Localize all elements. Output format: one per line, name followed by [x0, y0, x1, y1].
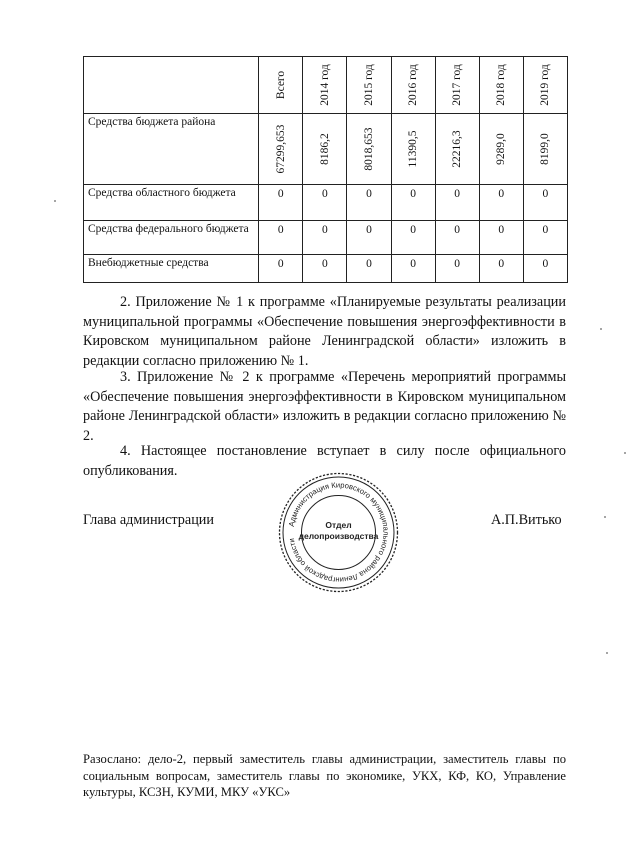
value-cell — [523, 114, 567, 185]
table-row — [84, 185, 568, 221]
cell-value: 0 — [347, 221, 391, 255]
header-cell — [435, 57, 479, 114]
value-cell — [435, 114, 479, 185]
stamp-ring-textpath: Администрация Кировского муниципального района Ленинградской области — [286, 480, 391, 585]
cell-value: 0 — [523, 185, 567, 221]
header-cell — [391, 57, 435, 114]
paragraph-item-2: 2. Приложение № 1 к программе «Планируемые результаты реализации муниципальной программы «Обеспечение повышения энергоэффективности в Кировском муниципальном районе Ленинградской области» изложить в редакции согласно приложению № 1. — [83, 294, 566, 369]
cell-value: 0 — [479, 221, 523, 255]
header-blank-cell — [84, 57, 259, 114]
stamp-center-line1: Отдел — [325, 520, 352, 530]
header-cell — [303, 57, 347, 114]
header-total: Всего — [274, 70, 287, 100]
cell-value: 0 — [391, 221, 435, 255]
row-label: Внебюджетные средства — [84, 255, 259, 283]
cell-value: 9289,0 — [495, 133, 508, 165]
cell-value: 0 — [347, 255, 391, 283]
scan-speck — [624, 452, 626, 454]
cell-value: 0 — [479, 255, 523, 283]
scan-speck — [54, 200, 56, 202]
cell-value: 0 — [523, 221, 567, 255]
cell-value: 0 — [347, 185, 391, 221]
header-cell — [259, 57, 303, 114]
cell-value: 0 — [303, 255, 347, 283]
cell-value: 0 — [259, 221, 303, 255]
table-row — [84, 114, 568, 185]
office-stamp — [276, 470, 401, 595]
signatory-position: Глава администрации — [83, 512, 214, 528]
row-label: Средства областного бюджета — [84, 185, 259, 221]
header-cell — [523, 57, 567, 114]
cell-value: 0 — [435, 185, 479, 221]
table-row — [84, 221, 568, 255]
cell-value: 0 — [391, 255, 435, 283]
paragraph-item-4: 4. Настоящее постановление вступает в силу после официального опубликования. — [83, 443, 566, 479]
table-header-row — [84, 57, 568, 114]
header-year: 2016 год — [407, 64, 420, 106]
cell-value: 0 — [391, 185, 435, 221]
header-year: 2017 год — [451, 64, 464, 106]
cell-value: 8199,0 — [539, 133, 552, 165]
header-year: 2018 год — [495, 64, 508, 106]
row-label: Средства федерального бюджета — [84, 221, 259, 255]
signatory-name: А.П.Витько — [491, 512, 562, 528]
cell-value: 0 — [259, 185, 303, 221]
value-cell — [259, 114, 303, 185]
cell-value: 0 — [435, 221, 479, 255]
value-cell — [303, 114, 347, 185]
cell-value: 22216,3 — [451, 130, 464, 168]
cell-value: 0 — [259, 255, 303, 283]
header-cell — [347, 57, 391, 114]
funding-table — [83, 56, 568, 283]
cell-value: 0 — [435, 255, 479, 283]
distribution-list: Разослано: дело-2, первый заместитель главы администрации, заместитель главы по социальным вопросам, заместитель главы по экономике, УКХ, КФ, КО, Управление культуры, КСЗН, КУМИ, МКУ «УКС» — [83, 752, 566, 799]
scan-speck — [600, 328, 602, 330]
cell-value: 0 — [303, 221, 347, 255]
cell-value: 11390,5 — [407, 130, 420, 168]
header-year: 2015 год — [362, 64, 375, 106]
value-cell — [347, 114, 391, 185]
cell-value: 8186,2 — [318, 133, 331, 165]
row-label: Средства бюджета района — [84, 114, 259, 185]
stamp-center-line2: делопроизводства — [298, 531, 379, 541]
paragraph-item-3: 3. Приложение № 2 к программе «Перечень мероприятий программы «Обеспечение повышения энергоэффективности в Кировском муниципальном районе Ленинградской области» изложить в редакции согласно приложению № 2. — [83, 369, 566, 444]
scan-speck — [606, 652, 608, 654]
header-year: 2014 год — [318, 64, 331, 106]
cell-value: 0 — [479, 185, 523, 221]
cell-value: 0 — [523, 255, 567, 283]
cell-value: 67299,653 — [274, 124, 287, 174]
header-cell — [479, 57, 523, 114]
cell-value: 0 — [303, 185, 347, 221]
table-row — [84, 255, 568, 283]
value-cell — [479, 114, 523, 185]
header-year: 2019 год — [539, 64, 552, 106]
scan-speck — [604, 516, 606, 518]
cell-value: 8018,653 — [362, 127, 375, 171]
value-cell — [391, 114, 435, 185]
